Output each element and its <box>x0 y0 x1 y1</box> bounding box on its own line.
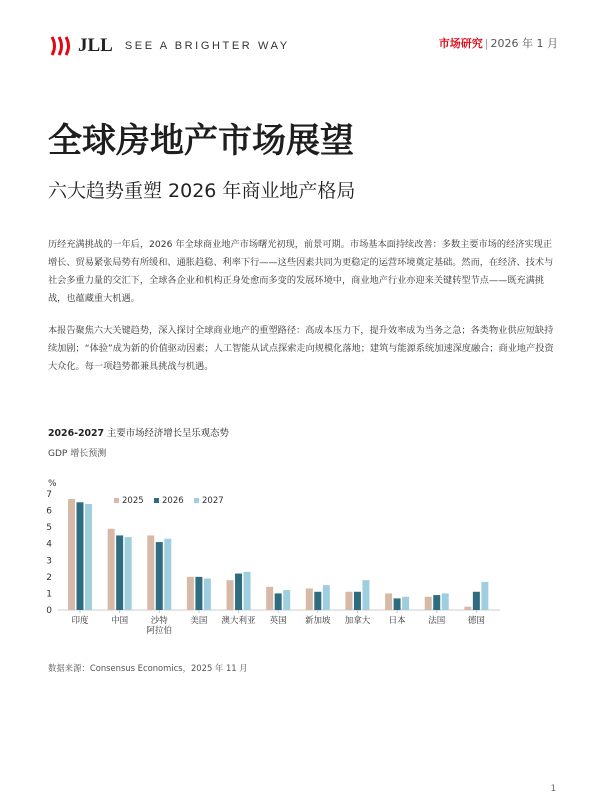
y-tick-label: 4 <box>46 539 52 550</box>
bar-2027 <box>85 504 92 610</box>
legend-swatch-2026 <box>154 498 159 503</box>
gdp-bar-chart <box>40 472 510 652</box>
source-note: 数据来源：Consensus Economics，2025 年 11 月 <box>48 663 248 673</box>
chart-subtitle: GDP 增长预测 <box>48 449 107 459</box>
chart-title <box>48 425 229 439</box>
bar-2026 <box>394 598 401 610</box>
legend-label-2027: 2027 <box>202 496 224 506</box>
bar-2027 <box>283 590 290 610</box>
bar-2026 <box>354 592 361 610</box>
bar-2025 <box>227 580 234 610</box>
bar-2025 <box>108 529 115 610</box>
y-tick-label: 2 <box>46 572 52 583</box>
bar-2027 <box>442 593 449 610</box>
bar-2027 <box>204 579 211 610</box>
bar-2026 <box>433 595 440 610</box>
y-tick-label: 5 <box>46 523 52 534</box>
y-tick-label: 6 <box>46 506 52 517</box>
page-subtitle: 六大趋势重塑 2026 年商业地产格局 <box>48 180 356 202</box>
legend-swatch-2025 <box>114 498 119 503</box>
bar-2025 <box>306 588 313 610</box>
bar-2026 <box>314 592 321 610</box>
bar-2027 <box>323 585 330 610</box>
jll-logo-icon <box>48 34 74 58</box>
bar-2027 <box>481 582 488 610</box>
bar-2026 <box>235 574 242 610</box>
header-meta <box>439 35 558 51</box>
bar-2027 <box>402 597 409 610</box>
x-tick-label: 日本 <box>388 616 406 626</box>
y-tick-label: 3 <box>46 556 52 567</box>
bar-2025 <box>147 535 154 610</box>
legend-label-2026: 2026 <box>162 496 184 506</box>
x-tick-label: 新加坡 <box>305 616 331 626</box>
bar-2026 <box>77 502 84 610</box>
bar-2026 <box>275 593 282 610</box>
x-tick-label: 澳大利亚 <box>221 616 256 626</box>
bar-2025 <box>187 577 194 610</box>
bar-2025 <box>68 499 75 610</box>
bar-2025 <box>425 597 432 610</box>
trends-paragraph: 本报告聚焦六大关键趋势，深入探讨全球商业地产的重塑路径：高成本压力下，提升效率成为当务之急；各类物业供应短缺持续加剧；“体验”成为新的价值驱动因素；人工智能从试点探索走向规模化落地；建筑与能源系统加速深度融合；商业地产投资大众化。每一项趋势都兼具挑战与机遇。 <box>48 325 554 372</box>
bar-2025 <box>266 587 273 610</box>
page-number: 1 <box>550 784 556 794</box>
bar-2026 <box>156 542 163 610</box>
bar-2027 <box>244 572 251 610</box>
page-title: 全球房地产市场展望 <box>48 121 354 161</box>
legend-swatch-2027 <box>194 498 199 503</box>
header-date: 2026 年 1 月 <box>490 37 558 50</box>
intro-paragraph: 历经充满挑战的一年后，2026 年全球商业地产市场曙光初现，前景可期。市场基本面持续改善：多数主要市场的经济实现正增长、贸易紧张局势有所缓和、通胀趋稳、利率下行——这些因素共同为更稳定的运营环境奠定基础。然而，在经济、技术与社会多重力量的交汇下，全球各企业和机构正身处愈而多变的发展环境中，商业地产行业亦迎来关键转型节点——既充满挑战，也蕴藏重大机遇。 <box>48 239 554 304</box>
bar-2026 <box>473 592 480 610</box>
bar-2026 <box>116 535 123 610</box>
y-axis-unit-label: % <box>48 479 57 489</box>
x-tick-label: 沙特阿拉伯 <box>146 616 173 636</box>
bar-2026 <box>195 577 202 610</box>
bar-2027 <box>125 537 132 610</box>
chart-title-text: 主要市场经济增长呈乐观态势 <box>104 428 229 439</box>
x-tick-label: 德国 <box>467 616 485 626</box>
brand-tagline: SEE A BRIGHTER WAY <box>124 40 290 52</box>
x-tick-label: 英国 <box>269 616 287 626</box>
header-category: 市场研究 <box>438 37 483 50</box>
bar-2025 <box>385 593 392 610</box>
y-tick-label: 7 <box>46 490 52 500</box>
header-separator: | <box>484 37 489 50</box>
bar-2025 <box>345 592 352 610</box>
chart-title-years: 2026-2027 <box>48 428 105 439</box>
y-tick-label: 1 <box>46 589 52 600</box>
x-tick-label: 法国 <box>428 616 446 626</box>
x-tick-label: 加拿大 <box>344 616 371 626</box>
jll-logo <box>48 34 290 58</box>
x-tick-label: 印度 <box>71 616 89 626</box>
bar-2027 <box>164 539 171 610</box>
bar-2027 <box>362 580 369 610</box>
bar-2025 <box>464 607 471 610</box>
x-tick-label: 美国 <box>190 616 208 626</box>
page-header <box>48 34 558 64</box>
y-tick-label: 0 <box>46 606 52 616</box>
brand-name: JLL <box>78 35 113 56</box>
legend-label-2025: 2025 <box>122 496 144 506</box>
x-tick-label: 中国 <box>111 616 129 626</box>
